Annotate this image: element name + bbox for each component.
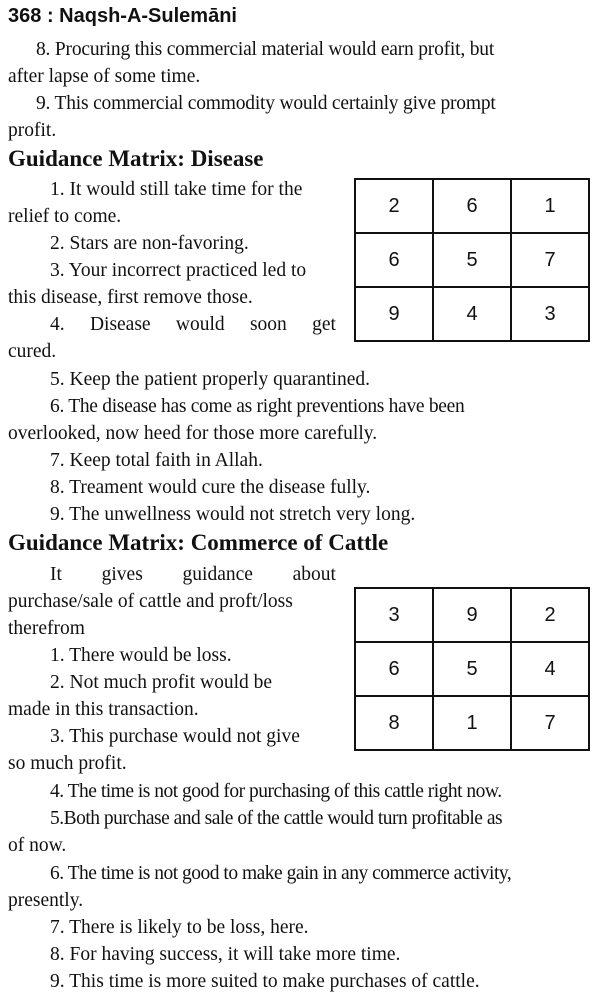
matrix-cell: 7: [511, 233, 589, 287]
cattle-item-5-line-1: 5.Both purchase and sale of the cattle would turn profitable as: [50, 808, 503, 829]
disease-item-6-line-1: 6. The disease has come as right preventions have been: [50, 396, 465, 417]
disease-item-3-line-2: this disease, first remove those.: [8, 287, 253, 308]
word: It: [50, 564, 62, 585]
cattle-item-2-line-2: made in this transaction.: [8, 699, 199, 720]
book-title: Naqsh-A-Sulemāni: [59, 5, 237, 27]
disease-item-7: 7. Keep total faith in Allah.: [50, 450, 263, 471]
word: gives: [101, 564, 143, 585]
cattle-item-9: 9. This time is more suited to make purchases of cattle.: [50, 971, 480, 992]
word: soon: [249, 314, 287, 335]
matrix-cell: 6: [355, 642, 433, 696]
heading-cattle: Guidance Matrix: Commerce of Cattle: [8, 530, 389, 555]
word: 4.: [50, 314, 65, 335]
disease-item-6-line-2: overlooked, now heed for those more carefully.: [8, 423, 378, 444]
word: guidance: [182, 564, 253, 585]
matrix-row: [355, 233, 589, 287]
matrix-cell: 1: [511, 179, 589, 233]
disease-item-4-line-2: cured.: [8, 341, 57, 362]
matrix-cell: 9: [355, 287, 433, 341]
page-number: 368: [8, 5, 42, 27]
matrix-cell: 5: [433, 233, 511, 287]
matrix-cell: 3: [511, 287, 589, 341]
matrix-cell: 4: [511, 642, 589, 696]
cattle-item-4: 4. The time is not good for purchasing of this cattle right now.: [50, 781, 502, 802]
cattle-item-2-line-1: 2. Not much profit would be: [50, 672, 273, 693]
cattle-item-3-line-1: 3. This purchase would not give: [50, 726, 300, 747]
matrix-cell: 5: [433, 642, 511, 696]
matrix-cell: 2: [511, 588, 589, 642]
running-head-separator: :: [46, 5, 54, 27]
running-head: [8, 2, 237, 30]
cattle-intro-line-3: therefrom: [8, 618, 85, 639]
matrix-row: [355, 696, 589, 750]
disease-item-2: 2. Stars are non-favoring.: [50, 233, 249, 254]
cattle-item-6-line-1: 6. The time is not good to make gain in any commerce activity,: [50, 863, 512, 884]
matrix-cell: 7: [511, 696, 589, 750]
word: would: [175, 314, 225, 335]
word: Disease: [89, 314, 151, 335]
disease-item-1-line-1: 1. It would still take time for the: [50, 179, 303, 200]
cattle-item-6-line-2: presently.: [8, 890, 84, 911]
disease-item-8: 8. Treament would cure the disease fully.: [50, 477, 371, 498]
disease-item-4-line-1: [50, 311, 336, 338]
disease-item-5: 5. Keep the patient properly quarantined.: [50, 369, 371, 390]
intro-item-9-line-1: 9. This commercial commodity would certainly give prompt: [36, 93, 496, 114]
disease-item-3-line-1: 3. Your incorrect practiced led to: [50, 260, 307, 281]
cattle-item-8: 8. For having success, it will take more time.: [50, 944, 401, 965]
matrix-cell: 2: [355, 179, 433, 233]
cattle-intro-line-1: [50, 561, 336, 588]
matrix-cell: 9: [433, 588, 511, 642]
matrix-row: [355, 179, 589, 233]
matrix-cell: 8: [355, 696, 433, 750]
matrix-row: [355, 642, 589, 696]
word: about: [292, 564, 336, 585]
disease-item-9: 9. The unwellness would not stretch very long.: [50, 504, 416, 525]
intro-item-8-line-1: 8. Procuring this commercial material would earn profit, but: [36, 39, 495, 60]
cattle-item-5-line-2: of now.: [8, 835, 67, 856]
matrix-cell: 3: [355, 588, 433, 642]
intro-item-9-line-2: profit.: [8, 120, 57, 141]
matrix-row: [355, 588, 589, 642]
heading-disease: Guidance Matrix: Disease: [8, 146, 264, 171]
disease-item-1-line-2: relief to come.: [8, 206, 122, 227]
intro-item-8-line-2: after lapse of some time.: [8, 66, 201, 87]
cattle-matrix: [354, 587, 590, 751]
matrix-cell: 4: [433, 287, 511, 341]
cattle-intro-line-2: purchase/sale of cattle and proft/loss: [8, 591, 293, 612]
disease-matrix: [354, 178, 590, 342]
matrix-cell: 1: [433, 696, 511, 750]
cattle-item-1: 1. There would be loss.: [50, 645, 232, 666]
word: get: [312, 314, 336, 335]
matrix-cell: 6: [355, 233, 433, 287]
cattle-item-3-line-2: so much profit.: [8, 753, 127, 774]
matrix-cell: 6: [433, 179, 511, 233]
cattle-item-7: 7. There is likely to be loss, here.: [50, 917, 309, 938]
matrix-row: [355, 287, 589, 341]
